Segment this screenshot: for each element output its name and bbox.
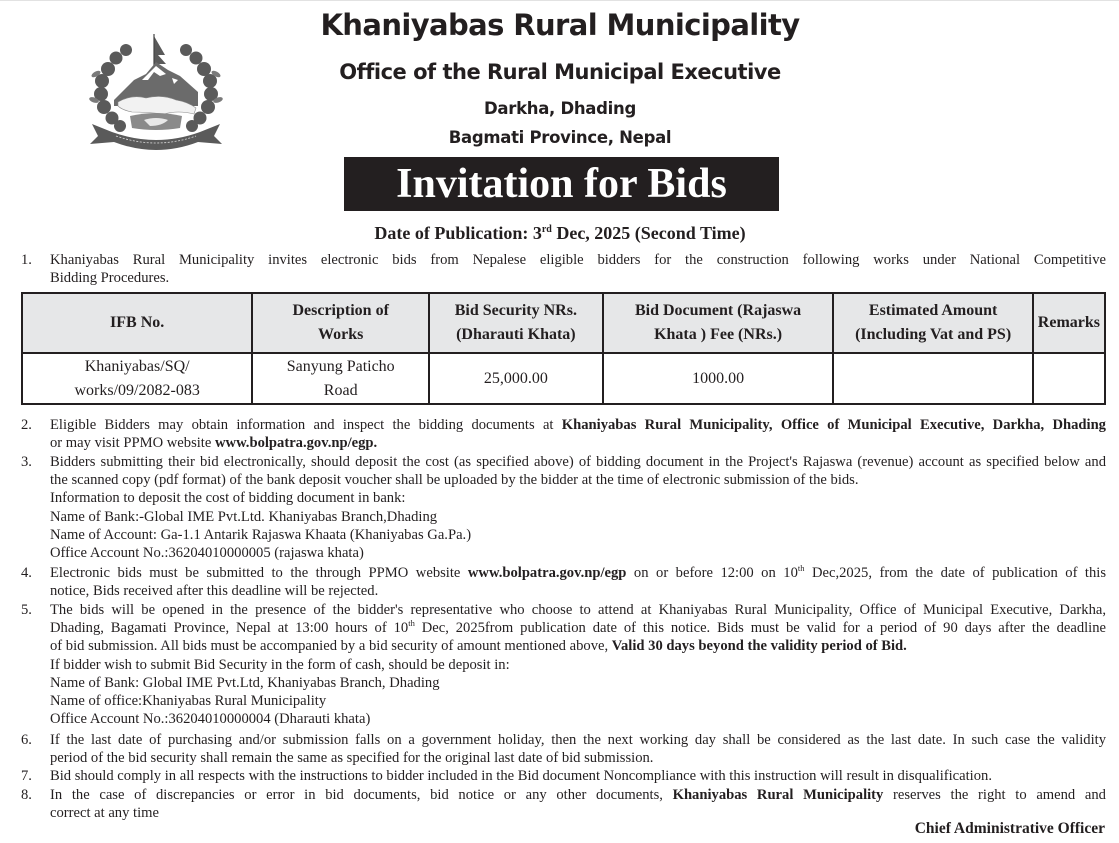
table-row bbox=[22, 353, 1105, 404]
pub-date-suffix: Dec, 2025 (Second Time) bbox=[551, 223, 746, 243]
top-border bbox=[0, 0, 1119, 1]
table-header-row bbox=[22, 293, 1105, 353]
clause-line: Dhading, Bagamati Province, Nepal at 13:00 hours of 10th Dec, 2025from publication date of this notice. Bids must be valid for a period of 90 days after the deadline bbox=[50, 618, 1106, 637]
account-number: Office Account No.:36204010000005 (rajaswa khata) bbox=[50, 545, 364, 562]
cell-ifb-no: Khaniyabas/SQ/ works/09/2082-083 bbox=[22, 353, 252, 404]
account-name: Name of Account: Ga-1.1 Antarik Rajaswa Khaata (Khaniyabas Ga.Pa.) bbox=[50, 526, 472, 543]
clause-line: of bid submission. All bids must be accompanied by a bid security of amount mentioned above, Valid 30 days beyond the validity period of Bid. bbox=[50, 638, 907, 655]
clause-line: the scanned copy (pdf format) of the bank deposit voucher shall be uploaded by the bidder at the time of electronic submission of the bids. bbox=[50, 472, 859, 489]
bank-name: Name of Bank: Global IME Pvt.Ltd, Khaniyabas Branch, Dhading bbox=[50, 674, 440, 691]
account-number: Office Account No.:36204010000004 (Dharauti khata) bbox=[50, 711, 371, 728]
clause-1 bbox=[21, 251, 1106, 287]
ppmo-link: www.bolpatra.gov.np/egp. bbox=[215, 435, 378, 452]
clause-3 bbox=[21, 453, 1106, 562]
clause-line: Information to deposit the cost of bidding document in bank: bbox=[50, 490, 406, 507]
clause-line: Electronic bids must be submitted to the through PPMO website www.bolpatra.gov.np/egp on or before 12:00 on 10th Dec,2025, from the date of publication of this bbox=[50, 563, 1107, 581]
pub-date-sup: rd bbox=[541, 224, 552, 235]
cell-bid-security: 25,000.00 bbox=[429, 353, 603, 404]
cell-description: Sanyung Paticho Road bbox=[252, 353, 429, 404]
clause-number: 1. bbox=[21, 252, 32, 268]
col-header-ifb-no: IFB No. bbox=[22, 293, 252, 353]
col-header-remarks: Remarks bbox=[1033, 293, 1105, 353]
clause-number: 6. bbox=[21, 732, 32, 748]
clause-line: Bid should comply in all respects with the instructions to bidder included in the Bid document Noncompliance with this instruction will result in disqualification. bbox=[50, 768, 992, 784]
clause-6 bbox=[21, 731, 1106, 767]
col-header-bid-document-fee: Bid Document (Rajaswa Khata ) Fee (NRs.) bbox=[603, 293, 834, 353]
clause-number: 4. bbox=[21, 565, 32, 581]
municipality-title: Khaniyabas Rural Municipality bbox=[320, 8, 800, 42]
clause-line: Khaniyabas Rural Municipality invites electronic bids from Nepalese eligible bidders for the construction following works under National Competitive bbox=[50, 252, 1106, 268]
nepal-emblem-logo bbox=[82, 28, 230, 156]
clause-line: The bids will be opened in the presence of the bidder's representative who choose to attend at Khaniyabas Rural Municipality, Office of Municipal Executive, Darkha, bbox=[50, 602, 1106, 618]
bank-name: Name of Bank:-Global IME Pvt.Ltd. Khaniyabas Branch,Dhading bbox=[50, 508, 438, 525]
clause-line: or may visit PPMO website www.bolpatra.gov.np/egp. bbox=[50, 435, 378, 452]
ppmo-link: www.bolpatra.gov.np/egp bbox=[467, 565, 627, 581]
clause-line: Eligible Bidders may obtain information and inspect the bidding documents at Khaniyabas Rural Municipality, Office of Municipal Executive, Darkha, Dhading bbox=[50, 417, 1106, 433]
address-line-1: Darkha, Dhading bbox=[484, 99, 636, 118]
office-title: Office of the Rural Municipal Executive bbox=[339, 60, 781, 84]
clause-number: 3. bbox=[21, 454, 32, 470]
clause-line: Bidding Procedures. bbox=[50, 270, 170, 287]
notice-banner: Invitation for Bids bbox=[344, 157, 779, 211]
col-header-bid-security: Bid Security NRs. (Dharauti Khata) bbox=[429, 293, 603, 353]
clause-line: Bidders submitting their bid electronically, should deposit the cost (as specified above) of bidding document in the Project's Rajaswa (revenue) account as specified below and bbox=[50, 454, 1106, 470]
clause-number: 2. bbox=[21, 417, 32, 433]
clause-line: If the last date of purchasing and/or submission falls on a government holiday, then the next working day shall be considered as the last date. In such case the validity bbox=[50, 732, 1106, 748]
clause-8 bbox=[21, 786, 1106, 822]
signature-title: Chief Administrative Officer bbox=[914, 820, 1105, 837]
cell-bid-document-fee: 1000.00 bbox=[603, 353, 834, 404]
clause-line: correct at any time bbox=[50, 805, 159, 822]
col-header-description: Description of Works bbox=[252, 293, 429, 353]
clause-number: 8. bbox=[21, 787, 32, 803]
clause-line: notice, Bids received after this deadline will be rejected. bbox=[50, 583, 379, 600]
col-header-estimated-amount: Estimated Amount (Including Vat and PS) bbox=[833, 293, 1032, 353]
bids-table bbox=[21, 292, 1106, 405]
cell-estimated-amount bbox=[833, 353, 1032, 404]
clause-line: period of the bid security shall remain the same as specified for the original last date of bid submission. bbox=[50, 750, 654, 767]
clause-line: If bidder wish to submit Bid Security in the form of cash, should be deposit in: bbox=[50, 656, 510, 673]
clause-line: In the case of discrepancies or error in bid documents, bid notice or any other documents, Khaniyabas Rural Municipality reserves the right to amend and bbox=[50, 787, 1106, 803]
publication-date bbox=[260, 223, 860, 244]
pub-date-prefix: Date of Publication: 3 bbox=[374, 223, 542, 243]
cell-remarks bbox=[1033, 353, 1105, 404]
office-name: Name of office:Khaniyabas Rural Municipality bbox=[50, 693, 327, 710]
clause-4 bbox=[21, 564, 1106, 600]
clause-number: 7. bbox=[21, 768, 32, 784]
clause-7 bbox=[21, 767, 1106, 785]
clause-2 bbox=[21, 416, 1106, 452]
clause-number: 5. bbox=[21, 602, 32, 618]
clause-5 bbox=[21, 601, 1106, 728]
address-line-2: Bagmati Province, Nepal bbox=[448, 128, 672, 147]
